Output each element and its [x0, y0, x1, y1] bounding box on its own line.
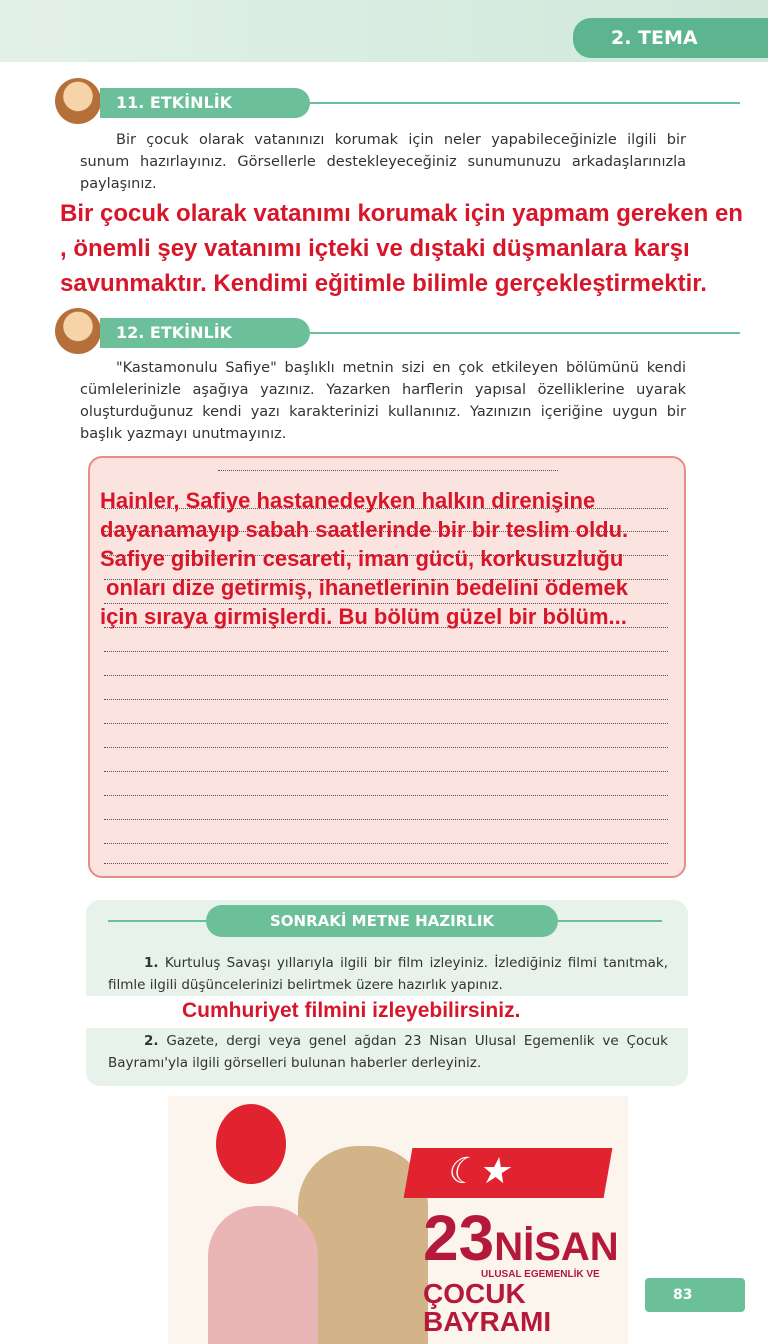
answer-line: savunmaktır. Kendimi eğitimle bilimle gerçekleştirmektir. — [60, 270, 707, 297]
activity-12-answer — [100, 486, 700, 631]
item-text: Kurtuluş Savaşı yıllarıyla ilgili bir film izleyiniz. İzlediğiniz filmi tanıtmak, filmle ilgili düşüncelerinizi belirtmek üzere hazırlık yapınız. — [108, 955, 668, 993]
item-number: 1. — [144, 955, 159, 971]
item-text: Gazete, dergi veya genel ağdan 23 Nisan Ulusal Egemenlik ve Çocuk Bayramı'yla ilgili görselleri bulunan haberler derleyiniz. — [108, 1033, 668, 1071]
next-text-prep-box — [86, 900, 688, 1086]
answer-line: Hainler, Safiye hastanedeyken halkın direnişine — [100, 488, 596, 513]
activity-11-answer — [60, 196, 760, 301]
dotted-line — [104, 675, 668, 676]
activity-12-instruction: "Kastamonulu Safiye" başlıklı metnin sizi en çok etkileyen bölümünü kendi cümlelerinizle aşağıya yazınız. Yazarken harflerin yapısal özelliklerine uyarak oluşturduğunuz kendi yazı karakterinizi kullanınız. Yazınızın içeriğine uygun bir başlık yazmayı unutmayınız. — [80, 360, 686, 442]
23-nisan-poster-image — [168, 1096, 628, 1344]
prep-item-1 — [108, 952, 668, 996]
answer-line: onları dize getirmiş, ihanetlerinin bedelini ödemek — [106, 575, 629, 600]
dotted-line — [218, 470, 558, 471]
prep-item-2 — [108, 1030, 668, 1074]
poster-bayram: ÇOCUK BAYRAMI — [423, 1278, 552, 1337]
poster-month: NİSAN — [494, 1225, 619, 1269]
dotted-line — [104, 819, 668, 820]
dotted-line — [104, 863, 668, 864]
activity-11-header — [55, 84, 695, 120]
next-text-prep-title: SONRAKİ METNE HAZIRLIK — [206, 905, 558, 937]
activity-12-header — [55, 314, 695, 350]
answer-line: Bir çocuk olarak vatanımı korumak için yapmam gereken en — [60, 200, 743, 227]
dotted-line — [104, 843, 668, 844]
answer-line: , önemli şey vatanımı içteki ve dıştaki düşmanlara karşı — [60, 235, 690, 262]
child-reading-icon — [55, 308, 101, 354]
theme-label: 2. TEMA — [573, 18, 768, 58]
dotted-line — [104, 747, 668, 748]
answer-line: Safiye gibilerin cesareti, iman gücü, korkusuzluğu — [100, 546, 624, 571]
activity-12-title: 12. ETKİNLİK — [100, 318, 310, 348]
divider — [108, 920, 206, 922]
poster-sub: ULUSAL EGEMENLİK VE — [481, 1269, 600, 1280]
answer-line: dayanamayıp sabah saatlerinde bir bir teslim oldu. — [100, 517, 629, 542]
divider — [558, 920, 662, 922]
dotted-line — [104, 699, 668, 700]
item-number: 2. — [144, 1033, 159, 1049]
divider — [310, 332, 740, 334]
child-figure — [208, 1206, 318, 1344]
poster-number: 23 — [423, 1202, 495, 1274]
page-number: 83 — [645, 1278, 745, 1312]
prep-answer: Cumhuriyet filmini izleyebilirsiniz. — [182, 999, 521, 1022]
balloon-icon — [216, 1104, 286, 1184]
dotted-line — [104, 651, 668, 652]
answer-line: için sıraya girmişlerdi. Bu bölüm güzel bir bölüm... — [100, 604, 627, 629]
child-mascot-icon — [55, 78, 101, 124]
divider — [310, 102, 740, 104]
activity-11-title: 11. ETKİNLİK — [100, 88, 310, 118]
turkish-flag: ☾★ — [404, 1148, 613, 1198]
activity-11-instruction: Bir çocuk olarak vatanınızı korumak için neler yapabileceğinizle ilgili bir sunum hazırlayınız. Görsellerle destekleyeceğiniz sunumunuzu arkadaşlarınızla paylaşınız. — [80, 132, 686, 192]
poster-title — [423, 1202, 628, 1337]
dotted-line — [104, 771, 668, 772]
dotted-line — [104, 795, 668, 796]
dotted-line — [104, 723, 668, 724]
